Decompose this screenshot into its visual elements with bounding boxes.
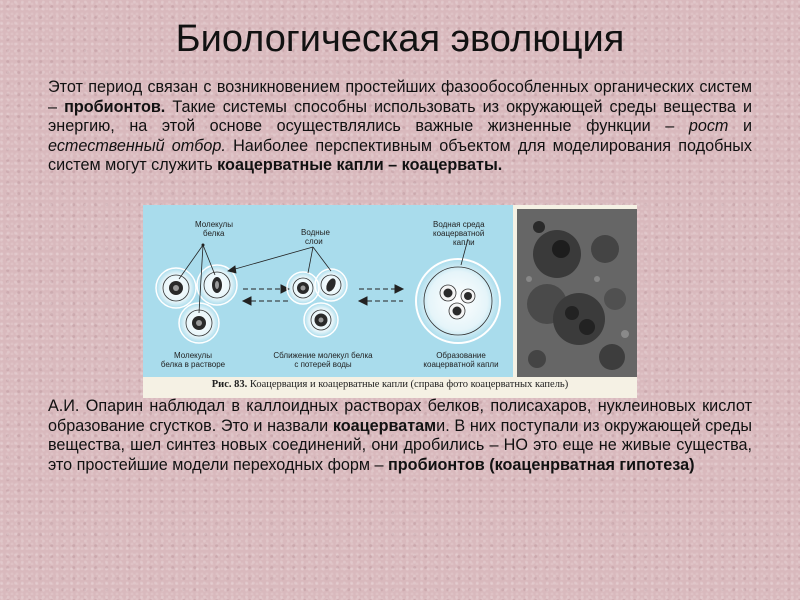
intro-text-1: Этот период связан с возникновением простейших фазообособленных органических систем – [48,78,752,116]
label-bottom-3a: Образование [436,351,486,360]
coacervate-photo [517,209,637,377]
intro-bold-coacervates: коацерватные капли – коацерваты. [217,156,503,175]
label-env-1: Водная среда [433,220,485,229]
label-env-3: капли [453,238,475,247]
label-bottom-3b: коацерватной капли [423,360,499,369]
figure-caption [143,379,637,390]
label-bottom-1a: Молекулы [174,351,212,360]
water-pointer-lines [228,247,331,273]
label-molecules-top-1: Молекулы [195,220,233,229]
oparin-text-1: А.И. Опарин наблюдал в каллоидных растворах белков, полисахаров, нуклеиновых кислот образование сгустков. Это и назвали [48,397,752,435]
slide-title: Биологическая эволюция [175,18,625,60]
molecule-group-approach [287,269,347,337]
coacervation-figure [143,205,637,398]
label-bottom-2b: с потерей воды [294,360,352,369]
molecule-group-solution [156,265,237,343]
label-molecules-top-2: белка [203,229,225,238]
caption-number: Рис. 83. [211,379,248,390]
intro-italic-growth: рост [688,117,729,136]
intro-text-4: Наиболее перспективным объектом для моделирования подобных систем могут служить [48,136,753,175]
intro-bold-probionts: пробионтов. [64,97,166,116]
intro-paragraph [48,78,752,176]
caption-text: Коацервация и коацерватные капли (справа фото коацерватных капель) [247,379,569,390]
label-env-2: коацерватной [433,229,485,238]
label-bottom-1b: белка в растворе [160,360,226,369]
label-water-1: Водные [301,228,330,237]
oparin-bold-coacervates: коацерватам [332,416,437,435]
intro-italic-selection: естественный отбор. [48,136,226,155]
coacervation-diagram [143,205,513,377]
label-bottom-2a: Сближение молекул белка [273,351,373,360]
coacervate-drop [416,239,500,343]
oparin-bold-hypothesis: пробионтов (коаценрватная гипотеза) [388,455,695,474]
intro-text-2: Такие системы способны использовать из окружающей среды вещества и энергию, на этой основе осуществлялись важные жизненные функции – [48,97,752,136]
oparin-text-2: и. В них поступали из окружающей среды вещества, шел синтез новых соединений, они дробились – НО это еще не живые существа, это простейшие модели переходных форм – [48,416,753,474]
reversible-arrow-1 [243,285,289,305]
reversible-arrow-2 [359,285,403,305]
label-water-2: слои [305,237,323,246]
oparin-paragraph [48,397,752,475]
intro-text-3: и [728,117,752,136]
